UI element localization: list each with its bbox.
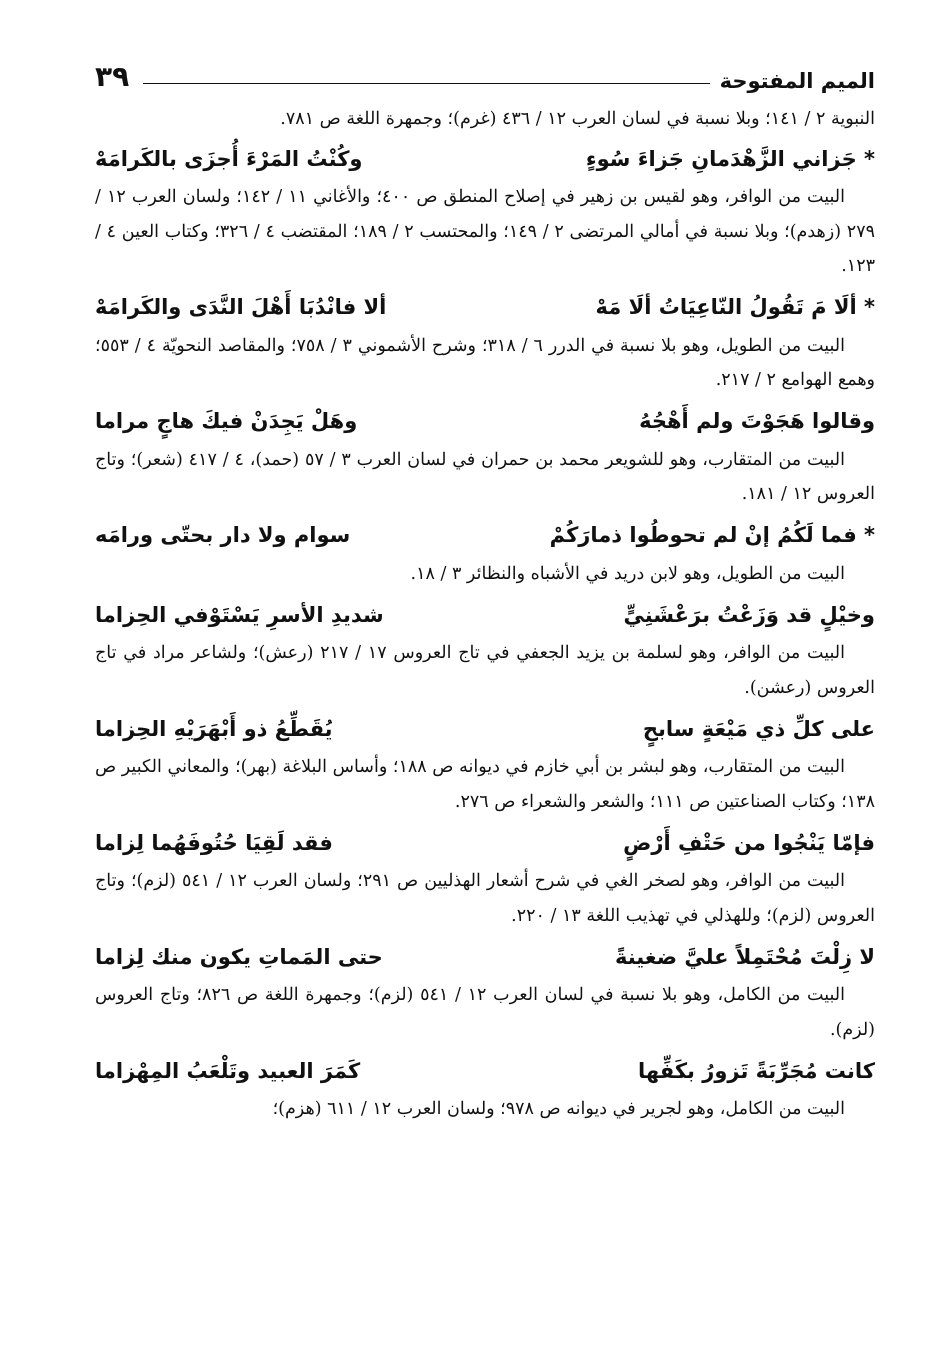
continuation-text: النبوية ٢ / ١٤١؛ وبلا نسبة في لسان العرب ١٢ / ٤٣٦ (غرم)؛ وجمهرة اللغة ص ٧٨١.	[280, 109, 875, 129]
verse-first-hemistich: كانت مُجَرِّبَةً تَزورُ بكَفِّها	[637, 1058, 875, 1083]
page-number: ٣٩	[95, 60, 130, 93]
page-header	[95, 55, 875, 93]
entry	[95, 593, 875, 705]
verse-first-hemistich: * جَزاني الزَّهْدَمانِ جَزاءَ سُوءٍ	[585, 146, 875, 171]
verse-first-hemistich: * فما لَكُمُ إنْ لم تحوطُوا ذمارَكُمْ	[549, 523, 875, 547]
verse-commentary: البيت من الوافر، وهو لصخر الغي في شرح أشعار الهذليين ص ٢٩١؛ ولسان العرب ١٢ / ٥٤١ (لزم)؛ وتاج العروس (لزم)؛ وللهذلي في تهذيب اللغة ١٣ / ٢٢٠.	[95, 871, 875, 926]
verse-second-hemistich: حتى المَماتِ يكون منك لِزاما	[95, 944, 383, 969]
verse	[95, 593, 875, 636]
verse	[95, 400, 875, 443]
verse-first-hemistich: وخيْلٍ قد وَزَعْتُ برَعْشَنِيٍّ	[623, 602, 875, 627]
entry	[95, 286, 875, 398]
page	[95, 55, 875, 1129]
entry	[95, 935, 875, 1047]
verse-commentary: البيت من المتقارب، وهو للشويعر محمد بن حمران في لسان العرب ٣ / ٥٧ (حمد)، ٤ / ٤١٧ (شعر)؛ وتاج العروس ١٢ / ١٨١.	[95, 449, 875, 504]
verse-first-hemistich: لا زِلْتَ مُحْتَمِلاً عليَّ ضغينةً	[614, 944, 875, 969]
verse-commentary: البيت من الطويل، وهو لابن دريد في الأشباه والنظائر ٣ / ١٨.	[410, 563, 845, 584]
verse-second-hemistich: شديدِ الأسرِ يَسْتَوْفي الحِزاما	[95, 602, 384, 627]
verse	[95, 514, 875, 557]
entry	[95, 400, 875, 512]
entry	[95, 707, 875, 819]
verse	[95, 286, 875, 329]
entry	[95, 514, 875, 592]
verse-second-hemistich: وهَلْ يَجِدَنْ فيكَ هاجٍ مراما	[95, 409, 358, 433]
verse-second-hemistich: وكُنْتُ المَرْءَ أُجزَى بالكَرامَهْ	[95, 146, 363, 171]
entry	[95, 137, 875, 284]
verse-second-hemistich: فقد لَقِيَا حُتُوفَهُما لِزاما	[95, 830, 333, 855]
verse	[95, 821, 875, 864]
verse-second-hemistich: سوام ولا دار بحتّى ورامَه	[95, 523, 351, 547]
verse-commentary: البيت من الوافر، وهو لسلمة بن يزيد الجعفي في تاج العروس ١٧ / ٢١٧ (رعش)؛ ولشاعر مراد في تاج العروس (رعشن).	[95, 643, 875, 698]
verse	[95, 137, 875, 180]
verse-second-hemistich: ألا فانْدُبَا أَهْلَ النَّدَى والكَرامَهْ	[95, 295, 387, 319]
verse-commentary: البيت من الكامل، وهو بلا نسبة في لسان العرب ١٢ / ٥٤١ (لزم)؛ وجمهرة اللغة ص ٨٢٦؛ وتاج العروس (لزم).	[95, 985, 875, 1040]
verse-commentary: البيت من الوافر، وهو لقيس بن زهير في إصلاح المنطق ص ٤٠٠؛ والأغاني ١١ / ١٤٢؛ ولسان العرب ١٢ / ٢٧٩ (زهدم)؛ وبلا نسبة في أمالي المرتضى ٢ / ١٤٩؛ والمحتسب ٢ / ١٨٩؛ المقتضب ٤ / ٣٢٦؛ وكتاب العين ٤ / ١٢٣.	[95, 187, 875, 276]
chapter-title: الميم المفتوحة	[719, 69, 875, 93]
verse-second-hemistich: يُقَطِّعُ ذو أَبْهَرَيْهِ الحِزاما	[95, 716, 333, 741]
entry	[95, 821, 875, 933]
verse-commentary: البيت من الطويل، وهو بلا نسبة في الدرر ٦ / ٣١٨؛ وشرح الأشموني ٣ / ٧٥٨؛ والمقاصد النحويّة ٤ / ٥٥٣؛ وهمع الهوامع ٢ / ٢١٧.	[95, 335, 875, 390]
header-rule	[143, 83, 709, 84]
verse-first-hemistich: * ألَا مَ تَقُولُ النّاعِيَاتُ ألَا مَهْ	[595, 295, 875, 319]
verse-commentary: البيت من الكامل، وهو لجرير في ديوانه ص ٩٧٨؛ ولسان العرب ١٢ / ٦١١ (هزم)؛	[272, 1099, 845, 1119]
entry	[95, 1049, 875, 1127]
verse	[95, 707, 875, 750]
verse-first-hemistich: على كلِّ ذي مَيْعَةٍ سابحٍ	[642, 716, 875, 741]
verse-first-hemistich: وقالوا هَجَوْتَ ولم أَهْجُهُ	[639, 409, 875, 433]
verse-second-hemistich: كَمَرَ العبيد وتَلْعَبُ المِهْزاما	[95, 1058, 361, 1083]
verse-first-hemistich: فإمّا يَنْجُوا من حَتْفِ أَرْضٍ	[623, 830, 875, 855]
verse	[95, 1049, 875, 1092]
verse	[95, 935, 875, 978]
verse-commentary: البيت من المتقارب، وهو لبشر بن أبي خازم في ديوانه ص ١٨٨؛ وأساس البلاغة (بهر)؛ والمعاني الكبير ص ١٣٨؛ وكتاب الصناعتين ص ١١١؛ والشعر والشعراء ص ٢٧٦.	[95, 757, 875, 812]
